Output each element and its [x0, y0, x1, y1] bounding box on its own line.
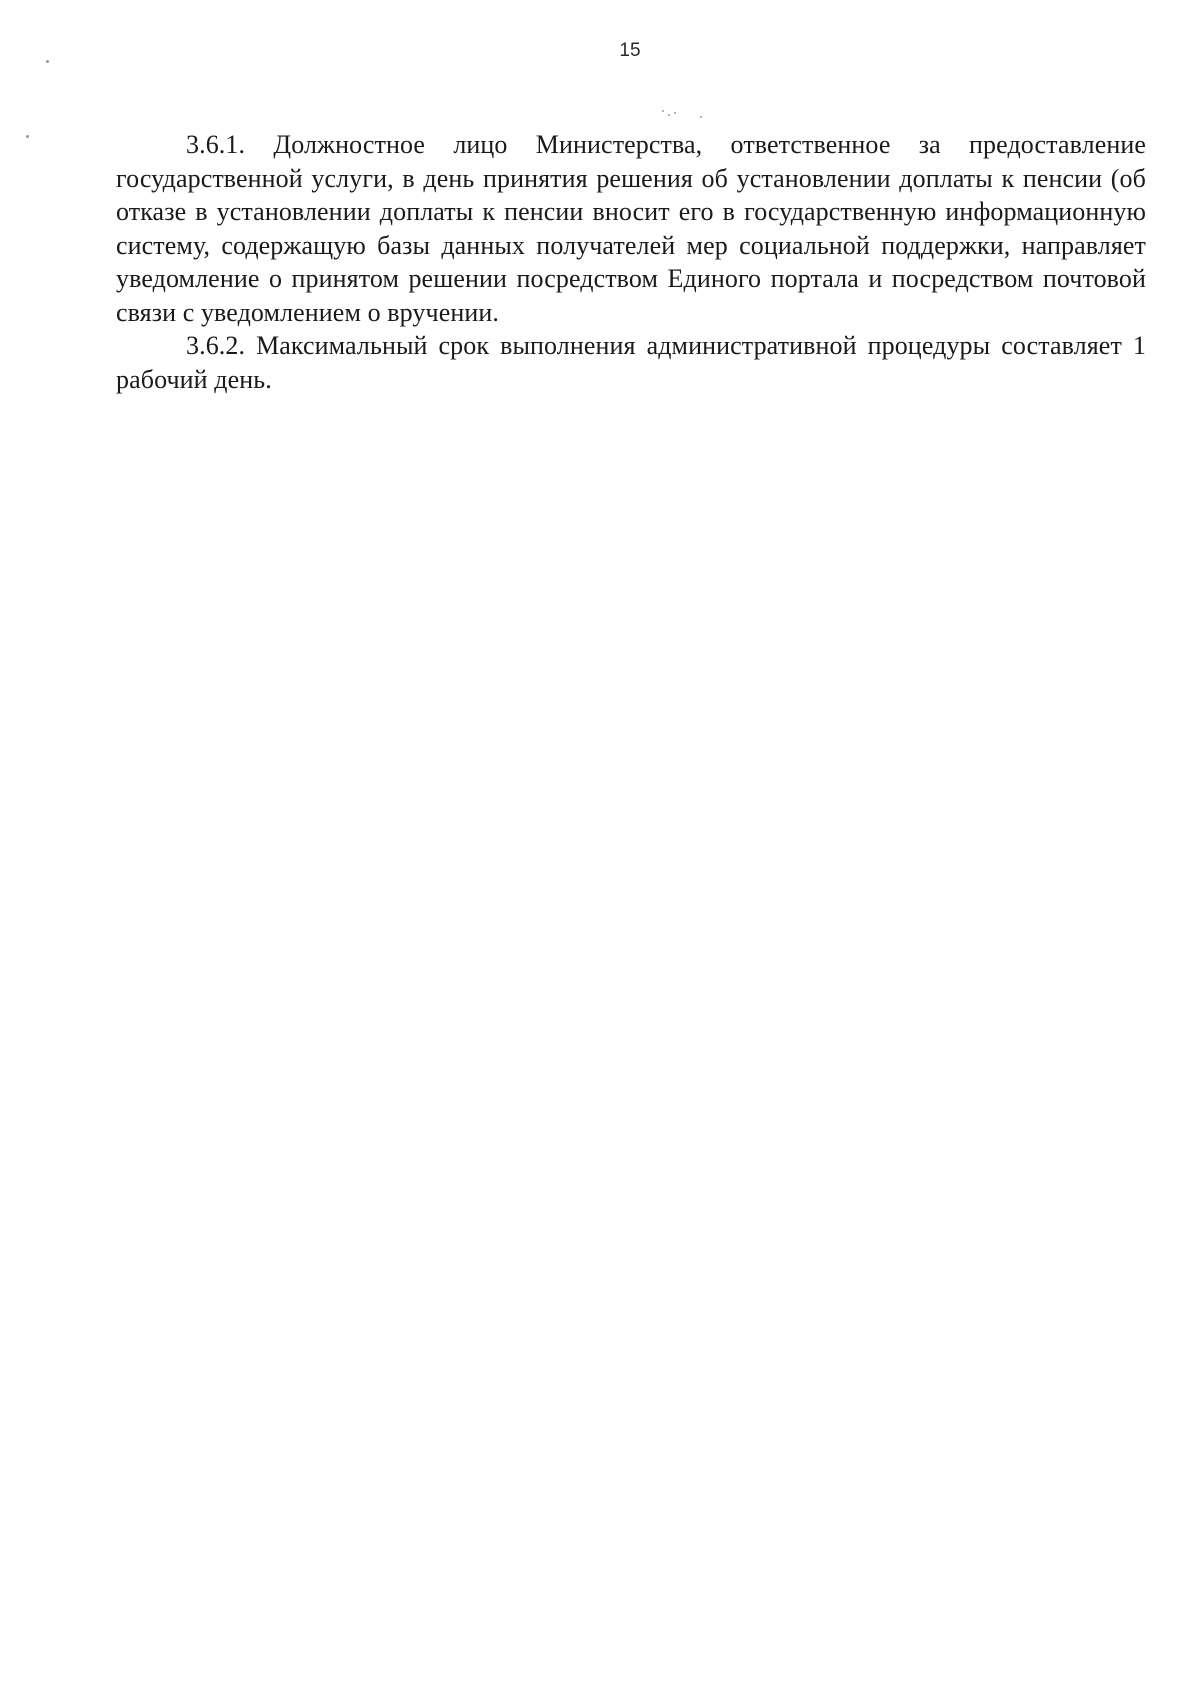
scan-speck [668, 114, 670, 116]
document-body [116, 128, 1146, 396]
scan-speck [662, 110, 664, 112]
page-number: 15 [619, 40, 641, 61]
scan-speck [46, 60, 49, 63]
scan-speck [26, 135, 29, 138]
paragraph-3-6-1: 3.6.1. Должностное лицо Министерства, ответственное за предоставление государственной услуги, в день принятия решения об установлении доплаты к пенсии (об отказе в установлении доплаты к пенсии вносит его в государственную информационную систему, содержащую базы данных получателей мер социальной поддержки, направляет уведомление о принятом решении посредством Единого портала и посредством почтовой связи с уведомлением о вручении. [116, 130, 1146, 327]
paragraph-3-6-2: 3.6.2. Максимальный срок выполнения административной процедуры составляет 1 рабочий день. [116, 331, 1146, 394]
scan-speck [700, 116, 702, 118]
scan-speck [674, 112, 676, 114]
